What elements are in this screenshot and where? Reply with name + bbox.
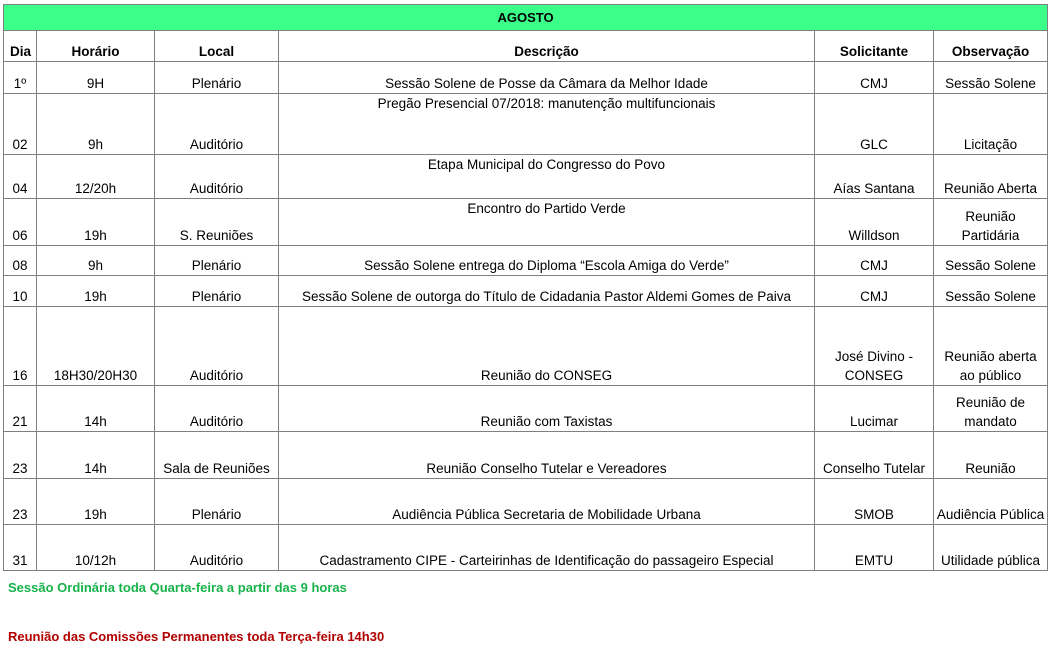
cell-dia: 31 (4, 525, 37, 571)
cell-descricao: Reunião com Taxistas (279, 386, 815, 432)
cell-observacao: Reunião aberta ao público (934, 307, 1048, 386)
cell-local: Auditório (155, 155, 279, 199)
table-row (4, 525, 1048, 571)
note-sessao-ordinaria: Sessão Ordinária toda Quarta-feira a partir das 9 horas (8, 580, 347, 595)
col-header-dia: Dia (4, 31, 37, 62)
table-row (4, 307, 1048, 386)
cell-solicitante: José Divino - CONSEG (815, 307, 934, 386)
cell-solicitante: Willdson (815, 199, 934, 246)
cell-observacao: Reunião Aberta (934, 155, 1048, 199)
cell-horario: 12/20h (37, 155, 155, 199)
table-row (4, 432, 1048, 479)
cell-observacao: Sessão Solene (934, 62, 1048, 94)
table-row (4, 246, 1048, 276)
cell-local: Auditório (155, 386, 279, 432)
cell-descricao: Sessão Solene entrega do Diploma “Escola Amiga do Verde” (279, 246, 815, 276)
cell-local: Plenário (155, 62, 279, 94)
table-row (4, 479, 1048, 525)
table-row (4, 386, 1048, 432)
cell-horario: 18H30/20H30 (37, 307, 155, 386)
cell-local: Auditório (155, 525, 279, 571)
cell-descricao: Etapa Municipal do Congresso do Povo (279, 155, 815, 199)
cell-descricao: Pregão Presencial 07/2018: manutenção multifuncionais (279, 94, 815, 155)
table-row (4, 199, 1048, 246)
col-header-local: Local (155, 31, 279, 62)
cell-local: Sala de Reuniões (155, 432, 279, 479)
cell-observacao: Reunião de mandato (934, 386, 1048, 432)
cell-descricao: Reunião do CONSEG (279, 307, 815, 386)
cell-observacao: Sessão Solene (934, 276, 1048, 307)
month-title-row (4, 5, 1048, 31)
cell-dia: 16 (4, 307, 37, 386)
cell-dia: 04 (4, 155, 37, 199)
cell-local: Auditório (155, 307, 279, 386)
cell-horario: 9h (37, 94, 155, 155)
cell-observacao: Licitação (934, 94, 1048, 155)
col-header-solicitante: Solicitante (815, 31, 934, 62)
cell-horario: 19h (37, 479, 155, 525)
cell-descricao: Reunião Conselho Tutelar e Vereadores (279, 432, 815, 479)
cell-solicitante: Lucimar (815, 386, 934, 432)
table-row (4, 155, 1048, 199)
col-header-observacao: Observação (934, 31, 1048, 62)
cell-horario: 19h (37, 276, 155, 307)
cell-observacao: Utilidade pública (934, 525, 1048, 571)
cell-dia: 10 (4, 276, 37, 307)
table-row (4, 276, 1048, 307)
cell-dia: 23 (4, 432, 37, 479)
cell-solicitante: CMJ (815, 62, 934, 94)
cell-horario: 10/12h (37, 525, 155, 571)
cell-descricao: Encontro do Partido Verde (279, 199, 815, 246)
cell-dia: 21 (4, 386, 37, 432)
cell-horario: 9h (37, 246, 155, 276)
cell-descricao: Audiência Pública Secretaria de Mobilidade Urbana (279, 479, 815, 525)
cell-solicitante: CMJ (815, 246, 934, 276)
cell-local: S. Reuniões (155, 199, 279, 246)
cell-horario: 14h (37, 432, 155, 479)
note-reuniao-comissoes: Reunião das Comissões Permanentes toda Terça-feira 14h30 (8, 629, 385, 644)
col-header-horario: Horário (37, 31, 155, 62)
cell-dia: 02 (4, 94, 37, 155)
cell-dia: 23 (4, 479, 37, 525)
cell-dia: 1º (4, 62, 37, 94)
cell-solicitante: Aías Santana (815, 155, 934, 199)
cell-horario: 14h (37, 386, 155, 432)
cell-descricao: Sessão Solene de outorga do Título de Cidadania Pastor Aldemi Gomes de Paiva (279, 276, 815, 307)
cell-local: Auditório (155, 94, 279, 155)
cell-local: Plenário (155, 276, 279, 307)
cell-horario: 9H (37, 62, 155, 94)
cell-observacao: Reunião Partidária (934, 199, 1048, 246)
cell-observacao: Sessão Solene (934, 246, 1048, 276)
header-row (4, 31, 1048, 62)
cell-solicitante: CMJ (815, 276, 934, 307)
cell-local: Plenário (155, 479, 279, 525)
cell-observacao: Reunião (934, 432, 1048, 479)
cell-dia: 06 (4, 199, 37, 246)
cell-observacao: Audiência Pública (934, 479, 1048, 525)
col-header-descricao: Descrição (279, 31, 815, 62)
agenda-table (3, 4, 1048, 571)
table-row (4, 62, 1048, 94)
cell-local: Plenário (155, 246, 279, 276)
table-row (4, 94, 1048, 155)
cell-descricao: Cadastramento CIPE - Carteirinhas de Identificação do passageiro Especial (279, 525, 815, 571)
month-title: AGOSTO (4, 5, 1048, 31)
cell-solicitante: Conselho Tutelar (815, 432, 934, 479)
cell-solicitante: SMOB (815, 479, 934, 525)
cell-solicitante: GLC (815, 94, 934, 155)
cell-descricao: Sessão Solene de Posse da Câmara da Melhor Idade (279, 62, 815, 94)
cell-solicitante: EMTU (815, 525, 934, 571)
cell-dia: 08 (4, 246, 37, 276)
cell-horario: 19h (37, 199, 155, 246)
